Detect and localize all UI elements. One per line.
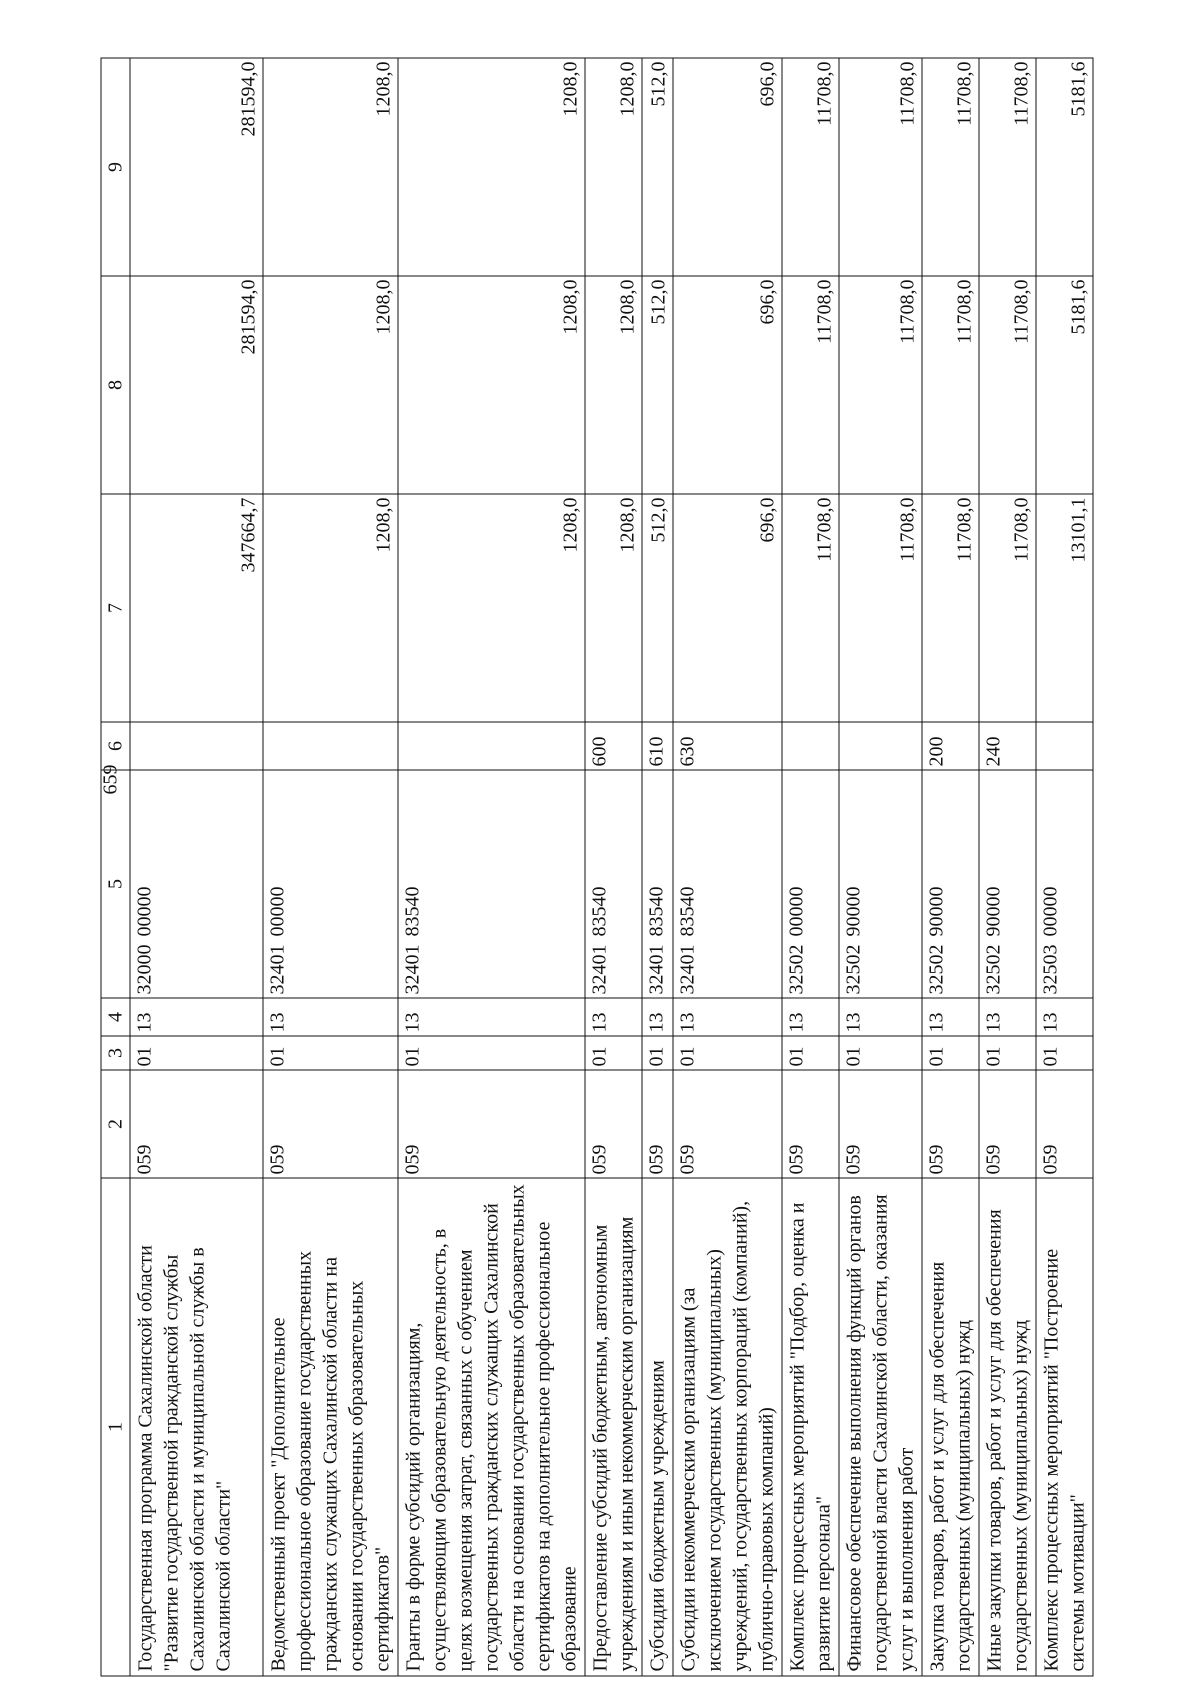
amount-col-7: 1208,0 (585, 494, 642, 722)
expense-type-code: 240 (979, 722, 1036, 770)
subsection-code: 13 (130, 998, 263, 1036)
grbs-code: 059 (585, 1070, 642, 1178)
target-article-code (922, 770, 979, 998)
amount-col-8: 696,0 (673, 276, 782, 494)
target-article-code (1036, 770, 1093, 998)
target-article-code (673, 770, 782, 998)
target-article-code (263, 770, 398, 998)
section-code: 01 (130, 1036, 263, 1070)
subsection-code: 13 (673, 998, 782, 1036)
grbs-code: 059 (642, 1070, 673, 1178)
table-row (130, 58, 263, 1676)
amount-col-8: 281594,0 (130, 276, 263, 494)
column-header: 3 (101, 1036, 130, 1070)
amount-col-8: 5181,6 (1036, 276, 1093, 494)
direction-code: 90000 (982, 886, 1005, 937)
section-code: 01 (398, 1036, 585, 1070)
subsection-code: 13 (782, 998, 839, 1036)
row-name: Субсидии бюджетным учреждениям (642, 1178, 673, 1676)
table-row (398, 58, 585, 1676)
direction-code: 00000 (266, 886, 289, 937)
expense-type-code (839, 722, 922, 770)
section-code: 01 (979, 1036, 1036, 1070)
table-row (979, 58, 1036, 1676)
column-header: 2 (101, 1070, 130, 1178)
grbs-code: 059 (1036, 1070, 1093, 1178)
amount-col-7: 11708,0 (782, 494, 839, 722)
grbs-code: 059 (979, 1070, 1036, 1178)
amount-col-9: 281594,0 (130, 58, 263, 276)
amount-col-7: 512,0 (642, 494, 673, 722)
amount-col-9: 11708,0 (839, 58, 922, 276)
amount-col-8: 1208,0 (398, 276, 585, 494)
budget-allocation-table (101, 58, 1094, 1677)
expense-type-code: 630 (673, 722, 782, 770)
section-code: 01 (782, 1036, 839, 1070)
grbs-code: 059 (922, 1070, 979, 1178)
subsection-code: 13 (398, 998, 585, 1036)
subsection-code: 13 (263, 998, 398, 1036)
amount-col-8: 1208,0 (585, 276, 642, 494)
direction-code: 83540 (588, 886, 611, 937)
section-code: 01 (585, 1036, 642, 1070)
section-code: 01 (263, 1036, 398, 1070)
grbs-code: 059 (782, 1070, 839, 1178)
section-code: 01 (1036, 1036, 1093, 1070)
amount-col-8: 11708,0 (839, 276, 922, 494)
grbs-code: 059 (263, 1070, 398, 1178)
direction-code: 00000 (1039, 886, 1062, 937)
subsection-code: 13 (979, 998, 1036, 1036)
target-article-code (585, 770, 642, 998)
section-code: 01 (922, 1036, 979, 1070)
amount-col-9: 512,0 (642, 58, 673, 276)
column-header: 4 (101, 998, 130, 1036)
subsection-code: 13 (839, 998, 922, 1036)
expense-type-code: 600 (585, 722, 642, 770)
column-number-row (101, 58, 130, 1676)
table-row (585, 58, 642, 1676)
program-code: 32401 (401, 944, 424, 995)
subsection-code: 13 (642, 998, 673, 1036)
direction-code: 90000 (925, 886, 948, 937)
grbs-code: 059 (839, 1070, 922, 1178)
program-code: 32401 (588, 944, 611, 995)
row-name: Комплекс процессных мероприятий "Построение системы мотивации" (1036, 1178, 1093, 1676)
subsection-code: 13 (922, 998, 979, 1036)
target-article-code (782, 770, 839, 998)
direction-code: 83540 (676, 886, 699, 937)
grbs-code: 059 (398, 1070, 585, 1178)
target-article-code (979, 770, 1036, 998)
expense-type-code (130, 722, 263, 770)
target-article-code (839, 770, 922, 998)
row-name: Государственная программа Сахалинской области "Развитие государственной гражданской службы Сахалинской области и муниципальной службы в Сахалинской области" (130, 1178, 263, 1676)
table-row (782, 58, 839, 1676)
direction-code: 00000 (133, 886, 156, 937)
program-code: 32401 (266, 944, 289, 995)
row-name: Закупка товаров, работ и услуг для обеспечения государственных (муниципальных) нужд (922, 1178, 979, 1676)
amount-col-9: 1208,0 (398, 58, 585, 276)
amount-col-9: 696,0 (673, 58, 782, 276)
amount-col-8: 11708,0 (922, 276, 979, 494)
column-header: 8 (101, 276, 130, 494)
row-name: Гранты в форме субсидий организациям, осуществляющим образовательную деятельность, в целях возмещения затрат, связанных с обучением государственных гражданских служащих Сахалинской области на основании государственных образовательных сертификатов на дополнительное профессиональное образование (398, 1178, 585, 1676)
column-header: 6 (101, 722, 130, 770)
amount-col-9: 11708,0 (782, 58, 839, 276)
row-name: Предоставление субсидий бюджетным, автономным учреждениям и иным некоммерческим организациям (585, 1178, 642, 1676)
row-name: Финансовое обеспечение выполнения функций органов государственной власти Сахалинской области, оказания услуг и выполнения работ (839, 1178, 922, 1676)
amount-col-8: 11708,0 (782, 276, 839, 494)
row-name: Комплекс процессных мероприятий "Подбор, оценка и развитие персонала" (782, 1178, 839, 1676)
amount-col-9: 11708,0 (922, 58, 979, 276)
amount-col-9: 5181,6 (1036, 58, 1093, 276)
program-code: 32502 (982, 944, 1005, 995)
program-code: 32503 (1039, 944, 1062, 995)
expense-type-code (1036, 722, 1093, 770)
amount-col-9: 11708,0 (979, 58, 1036, 276)
table-row (263, 58, 398, 1676)
direction-code: 00000 (785, 886, 808, 937)
amount-col-8: 11708,0 (979, 276, 1036, 494)
section-code: 01 (642, 1036, 673, 1070)
subsection-code: 13 (585, 998, 642, 1036)
table-row (839, 58, 922, 1676)
table-row (673, 58, 782, 1676)
table-row (922, 58, 979, 1676)
expense-type-code: 610 (642, 722, 673, 770)
section-code: 01 (673, 1036, 782, 1070)
target-article-code (130, 770, 263, 998)
amount-col-9: 1208,0 (585, 58, 642, 276)
expense-type-code (263, 722, 398, 770)
budget-table-sheet (101, 59, 1108, 1677)
direction-code: 90000 (842, 886, 865, 937)
target-article-code (398, 770, 585, 998)
column-header: 7 (101, 494, 130, 722)
row-name: Субсидии некоммерческим организациям (за исключением государственных (муниципальных) учреждений, государственных корпораций (компаний), публично-правовых компаний) (673, 1178, 782, 1676)
program-code: 32401 (645, 944, 668, 995)
program-code: 32502 (925, 944, 948, 995)
amount-col-7: 347664,7 (130, 494, 263, 722)
amount-col-7: 11708,0 (979, 494, 1036, 722)
table-row (642, 58, 673, 1676)
amount-col-7: 13101,1 (1036, 494, 1093, 722)
expense-type-code (782, 722, 839, 770)
subsection-code: 13 (1036, 998, 1093, 1036)
program-code: 32000 (133, 944, 156, 995)
program-code: 32502 (785, 944, 808, 995)
amount-col-7: 11708,0 (922, 494, 979, 722)
direction-code: 83540 (645, 886, 668, 937)
grbs-code: 059 (673, 1070, 782, 1178)
amount-col-8: 1208,0 (263, 276, 398, 494)
row-name: Иные закупки товаров, работ и услуг для обеспечения государственных (муниципальных) нужд (979, 1178, 1036, 1676)
target-article-code (642, 770, 673, 998)
amount-col-7: 696,0 (673, 494, 782, 722)
amount-col-9: 1208,0 (263, 58, 398, 276)
grbs-code: 059 (130, 1070, 263, 1178)
column-header: 1 (101, 1178, 130, 1676)
program-code: 32401 (676, 944, 699, 995)
page-number: 659 (99, 764, 122, 795)
amount-col-7: 1208,0 (263, 494, 398, 722)
row-name: Ведомственный проект "Дополнительное профессиональное образование государственных гражданских служащих Сахалинской области на основании государственных образовательных сертификатов" (263, 1178, 398, 1676)
direction-code: 83540 (401, 886, 424, 937)
amount-col-7: 11708,0 (839, 494, 922, 722)
section-code: 01 (839, 1036, 922, 1070)
amount-col-8: 512,0 (642, 276, 673, 494)
expense-type-code (398, 722, 585, 770)
column-header: 9 (101, 58, 130, 276)
column-header: 5 (101, 770, 130, 998)
table-row (1036, 58, 1093, 1676)
amount-col-7: 1208,0 (398, 494, 585, 722)
expense-type-code: 200 (922, 722, 979, 770)
program-code: 32502 (842, 944, 865, 995)
